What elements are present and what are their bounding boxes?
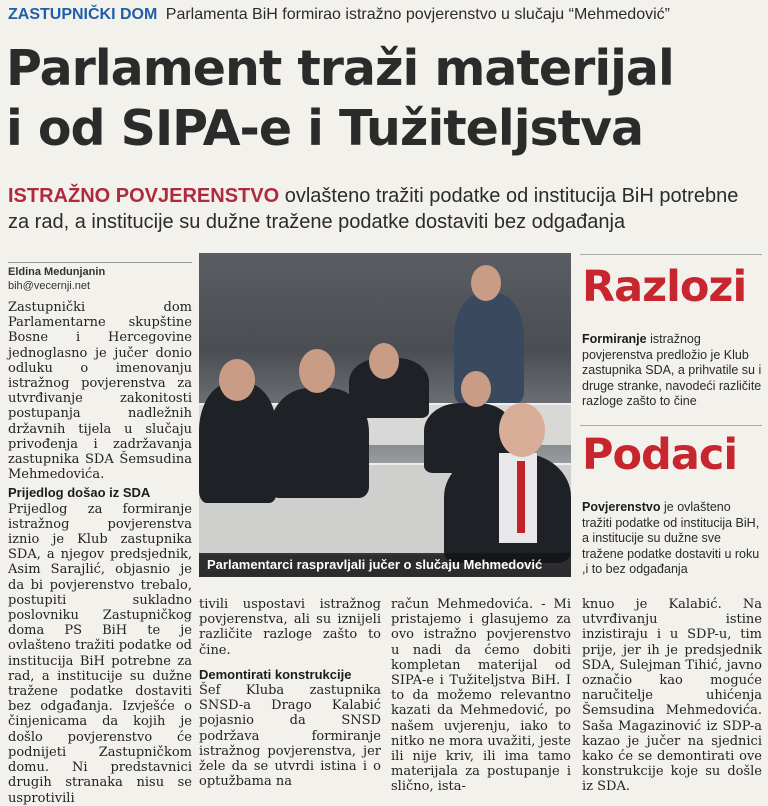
deck-text: ovlašteno tražiti podatke od institucija BiH potrebne za rad, a institucije su dužne tražene podatke dostaviti bez odgađanja xyxy=(8,185,739,233)
byline-email: bih@vecernji.net xyxy=(8,280,91,292)
headline-line-2: i od SIPA-e i Tužiteljstva xyxy=(6,100,644,157)
sidebar-lead-razlozi: Formiranje xyxy=(582,332,647,346)
photo-person xyxy=(499,403,545,457)
photo-person xyxy=(517,461,525,533)
byline-author: Eldina Medunjanin xyxy=(8,266,106,278)
byline-rule xyxy=(8,262,192,263)
body-paragraph: Šef Kluba zastupnika SNSD-a Drago Kalabić pojasnio da SNSD podržava formiranje istražnog povjerenstva, jer žele da se utvrdi istina i o optužbama na xyxy=(199,683,381,790)
photo-person xyxy=(299,349,335,393)
photo-person xyxy=(471,265,501,301)
deck-tag: ISTRAŽNO POVJERENSTVO xyxy=(8,185,280,207)
article-photo xyxy=(199,253,571,577)
photo-person xyxy=(369,343,399,379)
article-column-4 xyxy=(582,597,762,795)
sidebar-lead-podaci: Povjerenstvo xyxy=(582,500,661,514)
article-column-1 xyxy=(8,300,192,806)
sidebar-body-razlozi: istražnog povjerenstva predložio je Klub zastupnika SDA, a prihvatile su i druge stranke, navodeći različite razloge zašto to čine xyxy=(582,332,762,408)
deck xyxy=(8,183,764,235)
photo-person xyxy=(461,371,491,407)
sidebar-rule xyxy=(580,425,762,426)
sidebar-body-podaci: je ovlašteno tražiti podatke od institucija BiH, a institucije su dužne sve tražene podatke dostaviti u roku ,i to bez odgađanja xyxy=(582,500,760,576)
sidebar-text-razlozi xyxy=(582,332,762,410)
body-paragraph: račun Mehmedovića. - Mi pristajemo i glasujemo za ovo istražno povjerenstvo u nadi da ćemo dobiti kompletan materijal od SIPA-e i Tužiteljstva BiH. I to da možemo relevantno kazati da Mehmedović, po našem uvjerenju, iako to nitko ne mora uvažiti, jeste ili nije kriv, ili ima tamo materijala za postupanje i slično, ista- xyxy=(391,597,571,795)
article-column-3 xyxy=(391,597,571,795)
sidebar-title-podaci: Podaci xyxy=(582,430,738,480)
sidebar-rule xyxy=(580,254,762,255)
lead-paragraph: Zastupnički dom Parlamentarne skupštine Bosne i Hercegovine jednoglasno je jučer donio odluku o imenovanju istražnog povjerenstva za utvrđivanje zakonitosti postupanja nadležnih državnih tijela u slučaju privođenja i zadržavanja zastupnika SDA Šemsudina Mehmedovića. xyxy=(8,300,192,483)
body-paragraph: knuo je Kalabić. Na utvrđivanju istine inzistiraju i u SDP-u, tim prije, jer ih je predsjednik SDA, Sulejman Tihić, javno označio kao moguće naručitelje uhićenja Šemsudina Mehmedovića. Saša Magazinović iz SDP-a kazao je jučer na sjednici kako će se demontirati ove konstrukcije koje su došle iz SDA. xyxy=(582,597,762,795)
kicker-tag: ZASTUPNIČKI DOM xyxy=(8,6,158,23)
sidebar-text-podaci xyxy=(582,500,762,578)
kicker xyxy=(8,6,670,24)
subhead-prijedlog: Prijedlog došao iz SDA xyxy=(8,485,151,501)
subhead-demontirati: Demontirati konstrukcije xyxy=(199,666,352,682)
body-paragraph: tivili uspostavi istražnog povjerenstva, ali su iznijeli različite razloge zašto to čine. xyxy=(199,597,381,658)
photo-person xyxy=(199,383,277,503)
body-paragraph: Prijedlog za formiranje istražnog povjerenstva iznio je Klub zastupnika SDA, a njegov predsjednik, Asim Sarajlić, objasnio je da bi povjerenstvo trebalo, postupiti sukladno poslovniku Zastupničkog doma PS BiH te je ovlašteno tražiti podatke od institucija BiH potrebne za rad, a institucije su dužne tražene podatke dostaviti bez odgađanja. Izvješće o činjenicama da kojih je došlo povjerenstvo će podnijeti Zastupničkom domu. Ni predstavnici drugih stranaka nisu se usprotivili xyxy=(8,501,193,806)
article-column-2 xyxy=(199,597,381,789)
sidebar-title-razlozi: Razlozi xyxy=(582,262,747,312)
photo-caption: Parlamentarci raspravljali jučer o slučaju Mehmedović xyxy=(199,553,571,577)
headline-line-1: Parlament traži materijal xyxy=(6,40,674,97)
photo-person xyxy=(219,359,255,401)
kicker-text: Parlamenta BiH formirao istražno povjerenstvo u slučaju “Mehmedović” xyxy=(165,6,670,23)
